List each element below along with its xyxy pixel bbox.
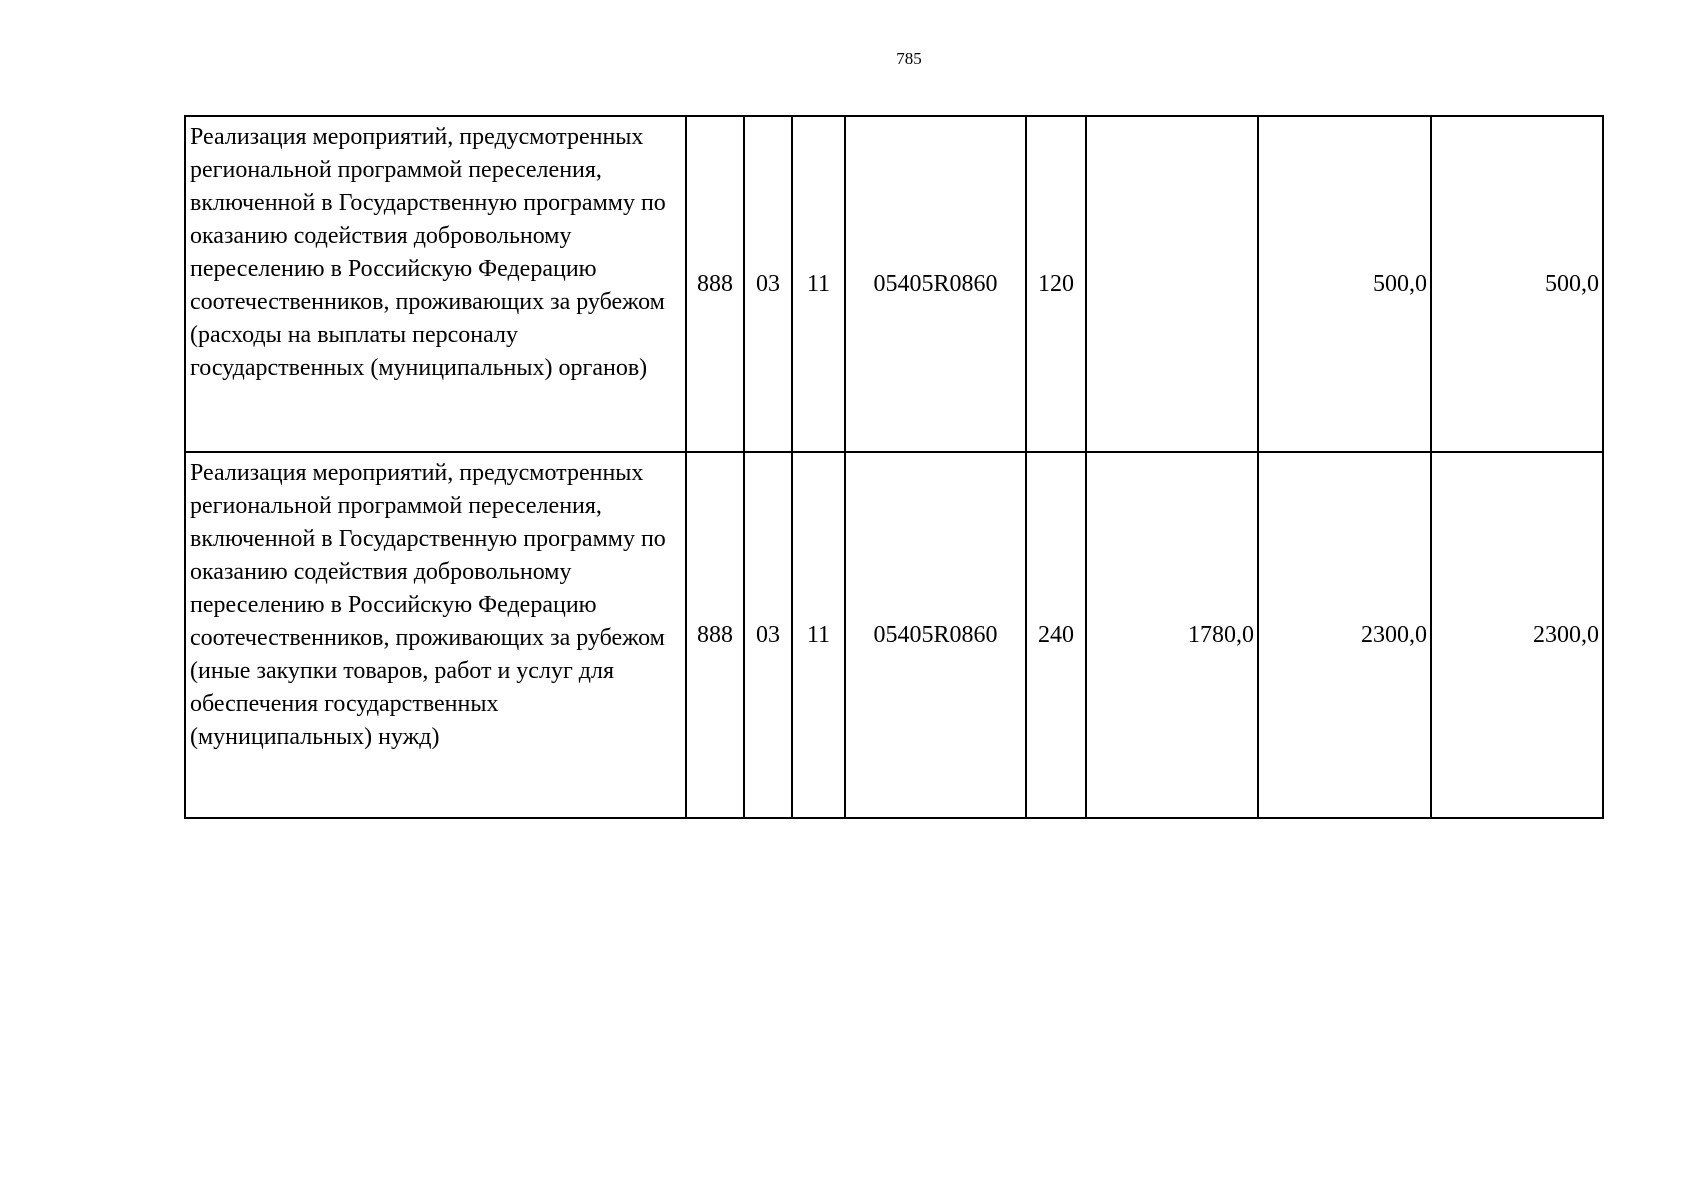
amount-cell-1	[1086, 116, 1258, 452]
section-cell: 03	[744, 116, 792, 452]
amount-cell-2: 2300,0	[1258, 452, 1431, 818]
ministry-code-cell: 888	[686, 116, 744, 452]
budget-table	[184, 115, 1604, 819]
row-description: Реализация мероприятий, предусмотренных региональной программой переселения, включенной в Государственную программу по оказанию содействия добровольному переселению в Российскую Федерацию соотечественников, проживающих за рубежом (расходы на выплаты персоналу государственных (муниципальных) органов)	[185, 116, 686, 452]
target-article-cell: 05405R0860	[845, 116, 1026, 452]
expense-type-cell: 240	[1026, 452, 1086, 818]
row-description: Реализация мероприятий, предусмотренных региональной программой переселения, включенной в Государственную программу по оказанию содействия добровольному переселению в Российскую Федерацию соотечественников, проживающих за рубежом (иные закупки товаров, работ и услуг для обеспечения государственных (муниципальных) нужд)	[185, 452, 686, 818]
amount-cell-2: 500,0	[1258, 116, 1431, 452]
expense-type-cell: 120	[1026, 116, 1086, 452]
ministry-code-cell: 888	[686, 452, 744, 818]
subsection-cell: 11	[792, 452, 845, 818]
table-row	[185, 452, 1603, 818]
amount-cell-1: 1780,0	[1086, 452, 1258, 818]
page-number: 785	[896, 49, 922, 68]
amount-cell-3: 500,0	[1431, 116, 1603, 452]
subsection-cell: 11	[792, 116, 845, 452]
target-article-cell: 05405R0860	[845, 452, 1026, 818]
table-row	[185, 116, 1603, 452]
section-cell: 03	[744, 452, 792, 818]
amount-cell-3: 2300,0	[1431, 452, 1603, 818]
